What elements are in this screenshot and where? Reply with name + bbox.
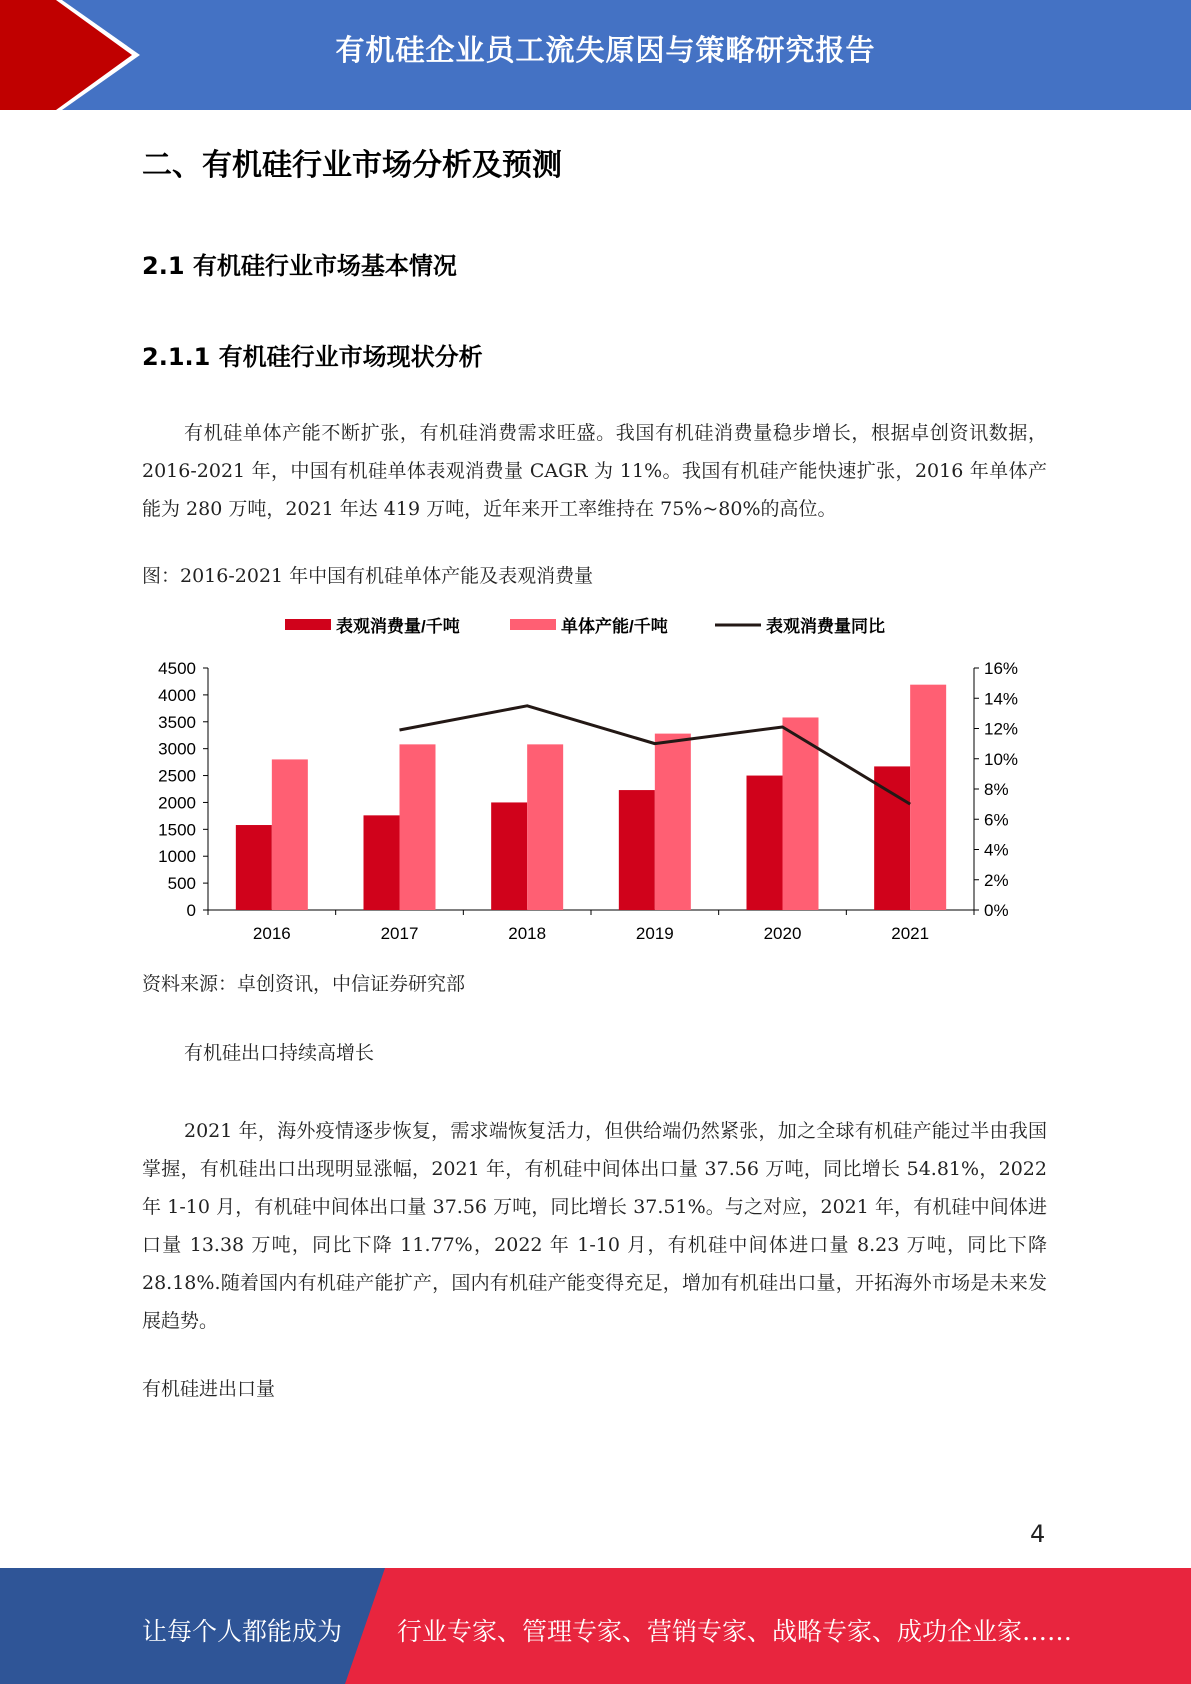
paragraph-capacity: 有机硅单体产能不断扩张，有机硅消费需求旺盛。我国有机硅消费量稳步增长，根据卓创资讯数据，2016-2021 年，中国有机硅单体表观消费量 CAGR 为 11%。我国有机硅产能快速扩张，2016 年单体产能为 280 万吨，2021 年达 419 万吨，近年来开工率维持在 75%~80%的高位。: [142, 422, 1047, 520]
y-right-tick-label: 4%: [984, 840, 1009, 860]
bar-consumption-2018: [491, 802, 527, 910]
bar-capacity-2019: [655, 734, 691, 910]
x-tick-label-2017: 2017: [380, 924, 419, 943]
report-title: 有机硅企业员工流失原因与策略研究报告: [335, 33, 876, 67]
bar-consumption-2019: [619, 790, 655, 910]
export-subheading: 有机硅出口持续高增长: [184, 1042, 375, 1064]
page-number: 4: [1030, 1520, 1046, 1548]
legend-swatch-1: [285, 619, 331, 630]
figure-caption: 图：2016-2021 年中国有机硅单体产能及表观消费量: [142, 565, 594, 587]
y-left-tick-label: 1000: [158, 847, 196, 867]
subsubsection-heading: 2.1.1 有机硅行业市场现状分析: [142, 343, 483, 371]
section-heading: 二、有机硅行业市场分析及预测: [142, 148, 562, 183]
y-right-tick-label: 8%: [984, 780, 1009, 799]
footer-slogan-right: 行业专家、管理专家、营销专家、战略专家、成功企业家……: [397, 1617, 1073, 1646]
paragraph-export: 2021 年，海外疫情逐步恢复，需求端恢复活力，但供给端仍然紧张，加之全球有机硅产能过半由我国掌握，有机硅出口出现明显涨幅，2021 年，有机硅中间体出口量 37.56 万吨，同比增长 54.81%，2022 年 1-10 月，有机硅中间体出口量 37.56 万吨，同比增长 37.51%。与之对应，2021 年，有机硅中间体进口量 13.38 万吨，同比下降 11.77%，2022 年 1-10 月，有机硅中间体进口量 8.23 万吨，同比下降 28.18%.随着国内有机硅产能扩产，国内有机硅产能变得充足，增加有机硅出口量，开拓海外市场是未来发展趋势。: [142, 1120, 1047, 1332]
y-left-tick-label: 3000: [158, 739, 196, 759]
footer-slogan-left: 让每个人都能成为: [142, 1617, 343, 1646]
y-right-tick-label: 12%: [984, 719, 1019, 739]
x-tick-label-2016: 2016: [252, 924, 291, 943]
subsection-heading: 2.1 有机硅行业市场基本情况: [142, 252, 457, 280]
legend-label-1: 表观消费量/千吨: [336, 617, 460, 636]
legend-label-3: 表观消费量同比: [766, 617, 885, 636]
y-right-tick-label: 6%: [984, 810, 1009, 830]
page-header: [0, 0, 1191, 110]
y-left-tick-label: 2000: [158, 793, 196, 813]
y-left-tick-label: 1500: [158, 820, 196, 840]
legend-label-2: 单体产能/千吨: [561, 617, 668, 636]
x-tick-label-2021: 2021: [891, 924, 930, 943]
y-left-tick-label: 4000: [158, 685, 196, 705]
y-left-tick-label: 4500: [158, 659, 196, 678]
y-left-tick-label: 0: [186, 901, 196, 920]
y-left-tick-label: 3500: [158, 712, 196, 732]
legend-swatch-2: [510, 619, 556, 630]
bar-consumption-2016: [236, 825, 272, 910]
bar-consumption-2021: [874, 766, 910, 910]
x-tick-label-2018: 2018: [508, 924, 547, 943]
y-right-tick-label: 16%: [984, 659, 1019, 678]
y-right-tick-label: 0%: [984, 901, 1009, 920]
import-export-label: 有机硅进出口量: [142, 1378, 276, 1400]
y-right-tick-label: 2%: [984, 870, 1009, 890]
capacity-consumption-chart: [142, 600, 1042, 950]
bar-capacity-2021: [910, 685, 946, 910]
bar-capacity-2018: [527, 744, 563, 910]
y-right-tick-label: 10%: [984, 749, 1019, 769]
x-tick-label-2020: 2020: [763, 924, 802, 943]
page-footer: [0, 1568, 1191, 1684]
bar-consumption-2017: [364, 815, 400, 910]
bar-capacity-2016: [272, 759, 308, 910]
figure-source: 资料来源：卓创资讯，中信证券研究部: [142, 973, 466, 995]
bar-capacity-2017: [400, 744, 436, 910]
y-right-tick-label: 14%: [984, 689, 1019, 709]
y-left-tick-label: 500: [167, 874, 196, 894]
y-left-tick-label: 2500: [158, 766, 196, 786]
bar-consumption-2020: [747, 776, 783, 910]
x-tick-label-2019: 2019: [635, 924, 674, 943]
